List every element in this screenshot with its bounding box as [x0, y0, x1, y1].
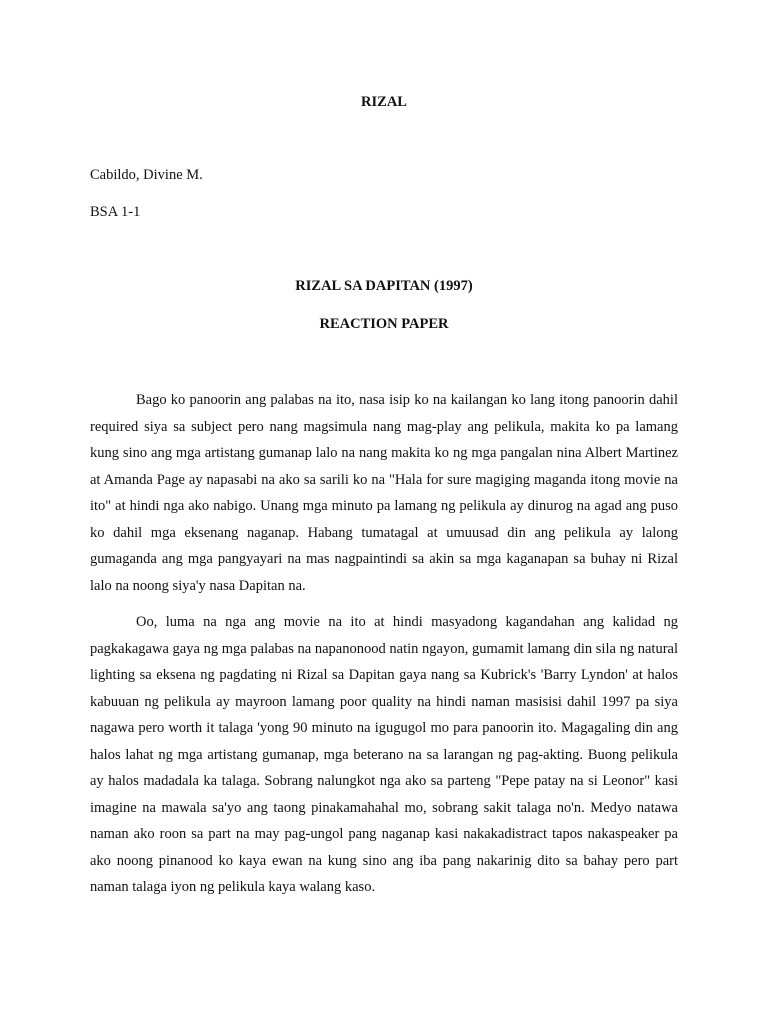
document-title: RIZAL	[361, 94, 407, 110]
paper-title: RIZAL SA DAPITAN (1997)	[295, 278, 473, 294]
body-paragraph: Oo, luma na nga ang movie na ito at hindi masyadong kagandahan ang kalidad ng pagkakagawa gaya ng mga palabas na napanonood natin ngayon, gumamit lamang din sila ng natural lighting sa eksena ng pagdating ni Rizal sa Dapitan gaya nang sa Kubrick's 'Barry Lyndon' at halos kabuuan ng pelikula ay mayroon lamang poor quality na hindi naman masisisi dahil 1997 pa siya nagawa pero worth it talaga 'yong 90 minuto na igugugol mo para panoorin ito. Magagaling din ang halos lahat ng mga artistang gumanap, mga beterano na sa larangan ng pag-akting. Buong pelikula ay halos madadala ka talaga. Sobrang nalungkot nga ako sa parteng "Pepe patay na si Leonor" kasi imagine na mawala sa'yo ang taong pinakamahahal mo, sobrang sakit talaga no'n. Medyo natawa naman ako roon sa part na may pag-ungol pang naganap kasi nakakadistract tapos nakaspeaker pa ako noong pinanood ko kaya ewan na kung sino ang iba pang nakarinig dito sa bahay pero part naman talaga iyon ng pelikula kaya walang kaso.	[90, 614, 678, 895]
body-paragraph: Bago ko panoorin ang palabas na ito, nasa isip ko na kailangan ko lang itong panoorin dahil required siya sa subject pero nang magsimula nang mag-play ang pelikula, makita ko pa lamang kung sino ang mga artistang gumanap lalo na nang makita ko ng mga pangalan nina Albert Martinez at Amanda Page ay napasabi na ako sa sarili ko na "Hala for sure magiging maganda itong movie na ito" at hindi nga ako nabigo. Unang mga minuto pa lamang ng pelikula ay dinurog na agad ang puso ko dahil mga eksenang naganap. Habang tumatagal at umuusad din ang pelikula ay lalong gumaganda ang mga pangyayari na mas nagpaintindi sa akin sa mga kaganapan sa buhay ni Rizal lalo na noong siya'y nasa Dapitan na.	[90, 392, 678, 594]
course-section: BSA 1-1	[90, 204, 141, 220]
author-name: Cabildo, Divine M.	[90, 167, 203, 183]
paper-subtitle: REACTION PAPER	[319, 316, 449, 332]
